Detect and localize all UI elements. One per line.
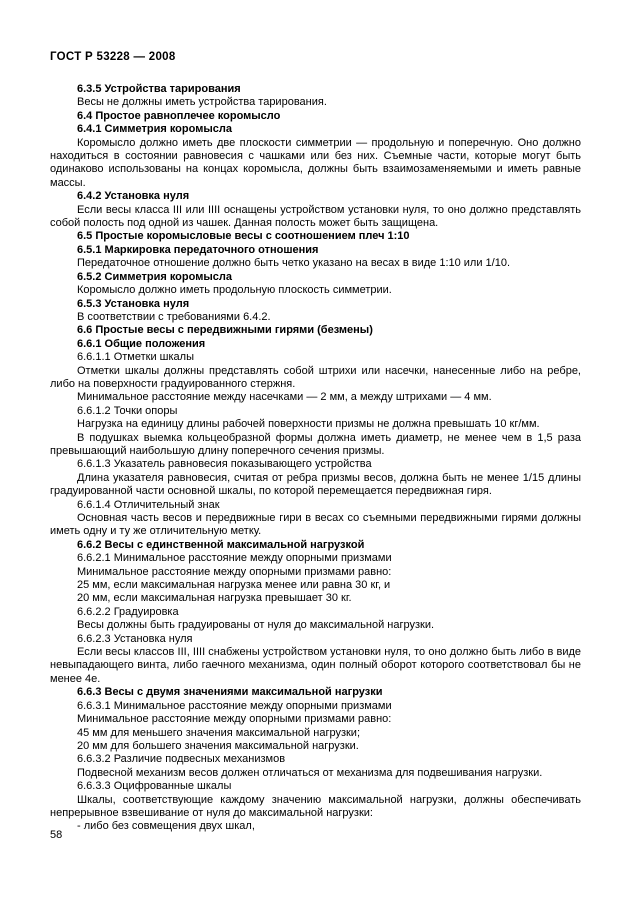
paragraph: Коромысло должно иметь продольную плоскость симметрии. [77, 284, 392, 297]
paragraph: Коромысло должно иметь две плоскости симметрии — продольную и поперечную. Оно должно находиться в состоянии равновесия с чашками или без них. Съемные части, которые могут быть одинаково использованы на концах коромысла, должны быть взаимозаменяемыми и иметь равные массы. [50, 136, 581, 189]
paragraph: Нагрузка на единицу длины рабочей поверхности призмы не должна превышать 10 кг/мм. [77, 418, 540, 431]
section-heading: 6.6.1 Общие положения [77, 337, 206, 350]
paragraph: Весы должны быть градуированы от нуля до максимальной нагрузки. [77, 619, 435, 632]
section-heading: 6.5.1 Маркировка передаточного отношения [77, 243, 319, 256]
section-heading: 6.6.3 Весы с двумя значениями максимальной нагрузки [77, 686, 383, 699]
paragraph: 20 мм для большего значения максимальной нагрузки. [77, 739, 359, 752]
paragraph: 6.6.2.3 Установка нуля [77, 632, 193, 645]
page-number: 58 [50, 829, 63, 841]
paragraph: 20 мм, если максимальная нагрузка превышает 30 кг. [77, 592, 352, 605]
paragraph: 6.6.2.2 Градуировка [77, 605, 179, 618]
section-heading: 6.5.2 Симметрия коромысла [77, 270, 232, 283]
section-heading: 6.4.1 Симметрия коромысла [77, 123, 232, 136]
paragraph: Отметки шкалы должны представлять собой штрихи или насечки, нанесенные либо на ребре, либо на поверхности градуированного стержня. [50, 364, 581, 390]
paragraph: Передаточное отношение должно быть четко указано на весах в виде 1:10 или 1/10. [77, 257, 511, 270]
paragraph: Если весы класса III или IIII оснащены устройством установки нуля, то оно должно представлять собой полость под одной из чашек. Данная полость может быть защищена. [50, 203, 581, 230]
document-header-title: ГОСТ Р 53228 — 2008 [50, 51, 176, 63]
section-heading: 6.5.3 Установка нуля [77, 297, 190, 310]
section-heading: 6.3.5 Устройства тарирования [77, 83, 241, 95]
paragraph: В подушках выемка кольцеобразной формы должна иметь диаметр, не менее чем в 1,5 раза превышающий наибольшую длину поперечного сечения призмы. [50, 431, 581, 457]
paragraph: 6.6.1.2 Точки опоры [77, 404, 178, 417]
paragraph: 6.6.1.3 Указатель равновесия показывающего устройства [77, 458, 372, 471]
paragraph: Минимальное расстояние между насечками — 2 мм, а между штрихами — 4 мм. [77, 391, 492, 404]
paragraph: - либо без совмещения двух шкал, [77, 820, 255, 833]
paragraph: 25 мм, если максимальная нагрузка менее или равна 30 кг, и [77, 579, 391, 592]
paragraph: Длина указателя равновесия, считая от ребра призмы весов, должна быть не менее 1/15 длины градуированной части основной шкалы, по которой перемещается передвижная гиря. [50, 471, 581, 498]
paragraph: 6.6.2.1 Минимальное расстояние между опорными призмами [77, 552, 392, 565]
paragraph: 45 мм для меньшего значения максимальной нагрузки; [77, 726, 361, 739]
document-body [50, 83, 581, 834]
paragraph: В соответствии с требованиями 6.4.2. [77, 310, 271, 323]
paragraph: Весы не должны иметь устройства тарирования. [77, 96, 327, 109]
paragraph: Минимальное расстояние между опорными призмами равно: [77, 713, 392, 726]
paragraph: 6.6.3.3 Оцифрованные шкалы [77, 780, 232, 793]
section-heading: 6.4.2 Установка нуля [77, 190, 190, 203]
paragraph: Шкалы, соответствующие каждому значению максимальной нагрузки, должны обеспечивать непрерывное взвешивание от нуля до максимальной нагрузки: [50, 793, 581, 819]
paragraph: Подвесной механизм весов должен отличаться от механизма для подвешивания нагрузки. [77, 766, 543, 779]
section-heading: 6.5 Простые коромысловые весы с соотношением плеч 1:10 [77, 230, 410, 243]
section-heading: 6.4 Простое равноплечее коромысло [77, 109, 281, 122]
paragraph: 6.6.1.1 Отметки шкалы [77, 351, 194, 364]
paragraph: Если весы классов III, IIII снабжены устройством установки нуля, то оно должно быть либо в виде невыпадающего винта, либо гаечного механизма, один полный оборот которого соответствовал бы не менее 4е. [50, 646, 581, 685]
paragraph: 6.6.1.4 Отличительный знак [77, 498, 220, 511]
paragraph: Минимальное расстояние между опорными призмами равно: [77, 565, 392, 578]
paragraph: Основная часть весов и передвижные гири в весах со съемными передвижными гирями должны иметь одну и ту же отличительную метку. [50, 512, 581, 538]
paragraph: 6.6.3.2 Различие подвесных механизмов [77, 753, 286, 766]
section-heading: 6.6.2 Весы с единственной максимальной нагрузкой [77, 538, 365, 551]
paragraph: 6.6.3.1 Минимальное расстояние между опорными призмами [77, 699, 392, 712]
section-heading: 6.6 Простые весы с передвижными гирями (безмены) [77, 324, 373, 337]
